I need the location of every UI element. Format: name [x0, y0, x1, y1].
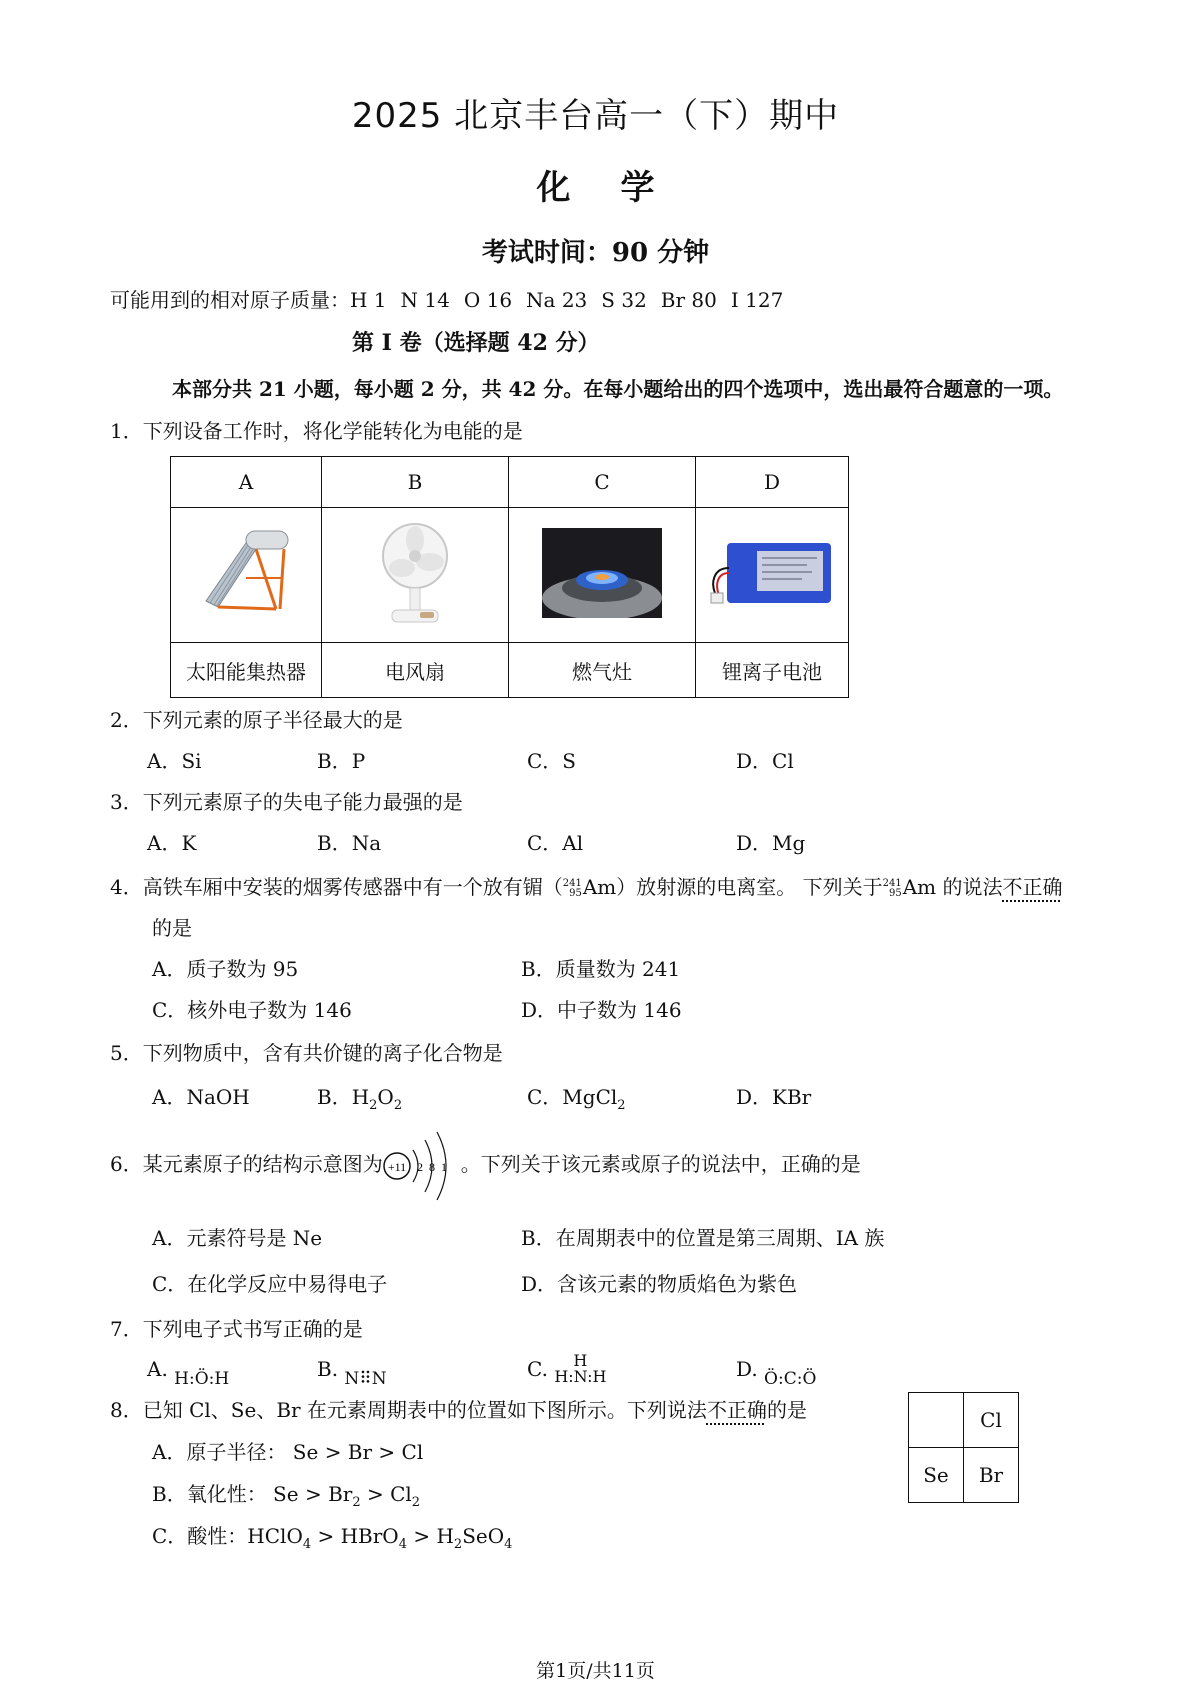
q6-stem-part: 。下列关于该元素或原子的说法中，正确的是 [460, 1152, 861, 1176]
subject-title: 化学 [536, 168, 705, 208]
q4-stem-part: Am）放射源的电离室。 下列关于 [582, 875, 883, 899]
q5b-sub: 2 [393, 1098, 403, 1113]
mass-item: Br 80 [660, 288, 717, 312]
nucleus-charge: +11 [387, 1159, 406, 1174]
q7-stem: 7．下列电子式书写正确的是 [110, 1317, 363, 1341]
am-nuclide-label [883, 879, 902, 899]
q4-option-b[interactable]: B．质量数为 241 [521, 957, 681, 981]
q1-label-c: 燃气灶 [509, 643, 696, 698]
mass-item: Na 23 [526, 288, 588, 312]
q8b-text: B．氧化性： Se > Br [152, 1482, 353, 1506]
mass-item: I 127 [730, 288, 784, 312]
page-title: 2025 北京丰台高一（下）期中 [351, 96, 840, 136]
q1-header-c: C [509, 457, 696, 508]
q2-option-d[interactable]: D．Cl [736, 749, 794, 773]
q5b-text: B．H [317, 1085, 370, 1109]
q8b-sub: 2 [352, 1495, 361, 1510]
q7c-formula-block [554, 1353, 606, 1385]
q4-option-a[interactable]: A．质子数为 95 [152, 957, 299, 981]
q8c-sub: 4 [398, 1537, 407, 1552]
q8-stem-part: 的是 [766, 1398, 807, 1422]
q8-option-c[interactable] [152, 1524, 512, 1557]
q5c-sub: 2 [617, 1098, 626, 1113]
q4-stem-part: 4．高铁车厢中安装的烟雾传感器中有一个放有镅（ [110, 875, 563, 899]
q8c-text: C．酸性：HClO [152, 1524, 303, 1548]
empty-cell [909, 1393, 964, 1448]
q3-option-c[interactable]: C．Al [527, 831, 584, 855]
section-title: 第 I 卷（选择题 42 分） [352, 330, 600, 356]
q2-option-a[interactable]: A．Si [147, 749, 202, 773]
q7c-top: H [573, 1351, 588, 1370]
mass-number: 241 [882, 877, 902, 889]
electric-fan-image [322, 508, 509, 643]
q7-label: C. [527, 1357, 548, 1381]
q8c-text: > H [406, 1524, 454, 1548]
am-nuclide-label [563, 879, 582, 899]
mass-item: H 1 [350, 288, 387, 312]
atomic-mass-line [110, 288, 797, 312]
gas-stove-image [509, 508, 696, 643]
q3-option-b[interactable]: B．Na [317, 831, 382, 855]
section-instruction: 本部分共 21 小题，每小题 2 分，共 42 分。在每小题给出的四个选项中，选出最符合题意的一项。 [172, 377, 1064, 401]
q8-option-a[interactable]: A．原子半径： Se > Br > Cl [152, 1440, 424, 1464]
q7-label: D. [736, 1357, 758, 1381]
q3-option-d[interactable]: D．Mg [736, 831, 806, 855]
q8b-sub: 2 [411, 1495, 421, 1510]
q6-option-d[interactable]: D．含该元素的物质焰色为紫色 [521, 1272, 798, 1296]
q1-header-b: B [322, 457, 509, 508]
q6-option-b[interactable]: B．在周期表中的位置是第三周期、IA 族 [521, 1226, 885, 1250]
q5-option-b[interactable] [317, 1085, 402, 1118]
q5-option-a[interactable]: A．NaOH [152, 1085, 250, 1109]
mass-item: N 14 [400, 288, 450, 312]
q3-stem: 3．下列元素原子的失电子能力最强的是 [110, 790, 463, 814]
q7d-formula: Ö:C:Ö [764, 1369, 817, 1389]
q1-label-a: 太阳能集热器 [171, 643, 322, 698]
q2-option-b[interactable]: B．P [317, 749, 366, 773]
li-battery-image [696, 508, 849, 643]
q5-option-d[interactable]: D．KBr [736, 1085, 812, 1109]
cell-se: Se [909, 1448, 964, 1503]
q5b-text: O [377, 1085, 394, 1109]
q8c-sub: 4 [504, 1537, 513, 1552]
q8c-text: SeO [462, 1524, 505, 1548]
q7-label: B. [317, 1357, 339, 1381]
q6-stem [110, 1152, 861, 1178]
shell-count: 1 [440, 1159, 447, 1174]
q6-option-a[interactable]: A．元素符号是 Ne [152, 1226, 323, 1250]
q1-label-d: 锂离子电池 [696, 643, 849, 698]
q7-option-c[interactable] [527, 1351, 607, 1389]
atomic-number: 95 [888, 887, 902, 899]
q4-option-d[interactable]: D．中子数为 146 [521, 998, 682, 1022]
q6-stem-part: 6．某元素原子的结构示意图为 [110, 1152, 383, 1176]
q8-stem [110, 1398, 807, 1422]
atom-structure-diagram [383, 1154, 461, 1178]
q8-stem-part: 8．已知 Cl、Se、Br 在元素周期表中的位置如下图所示。下列说法 [110, 1398, 707, 1422]
q5b-sub: 2 [369, 1098, 378, 1113]
q1-header-a: A [171, 457, 322, 508]
atomic-number: 95 [569, 887, 582, 899]
shell-count: 2 [416, 1159, 423, 1174]
page-footer: 第1页/共11页 [536, 1660, 655, 1682]
mass-number: 241 [562, 877, 582, 889]
cell-cl: Cl [964, 1393, 1019, 1448]
q7-label: A. [147, 1357, 168, 1381]
q8b-text: > Cl [360, 1482, 412, 1506]
q7c-formula: H:N:H [554, 1367, 607, 1386]
q1-label-b: 电风扇 [322, 643, 509, 698]
q3-option-a[interactable]: A．K [147, 831, 197, 855]
q5c-text: C．MgCl [527, 1085, 618, 1109]
periodic-table-fragment [908, 1392, 1019, 1503]
q1-header-d: D [696, 457, 849, 508]
q8-emphasis: 不正确 [706, 1398, 767, 1422]
q4-stem-part: Am 的说法 [902, 875, 1003, 899]
atomic-mass-label: 可能用到的相对原子质量： [110, 288, 350, 312]
q8c-sub: 4 [302, 1537, 312, 1552]
q7a-formula: H:Ö:H [174, 1369, 230, 1389]
q2-stem: 2．下列元素的原子半径最大的是 [110, 708, 403, 732]
q6-option-c[interactable]: C．在化学反应中易得电子 [152, 1272, 388, 1296]
q8c-text: > HBrO [311, 1524, 399, 1548]
q7-option-d[interactable] [736, 1357, 817, 1389]
q7-option-b[interactable] [317, 1357, 387, 1389]
q4-option-c[interactable]: C．核外电子数为 146 [152, 998, 352, 1022]
exam-time: 考试时间：90 分钟 [481, 238, 710, 268]
mass-item: O 16 [463, 288, 513, 312]
solar-heater-image [171, 508, 322, 643]
q1-table [170, 456, 849, 698]
q8-option-b[interactable] [152, 1482, 420, 1515]
q5-option-c[interactable] [527, 1085, 626, 1118]
q4-stem [110, 875, 1062, 899]
mass-item: S 32 [601, 288, 647, 312]
q5-stem: 5．下列物质中，含有共价键的离子化合物是 [110, 1041, 503, 1065]
q2-option-c[interactable]: C．S [527, 749, 577, 773]
q8c-sub: 2 [453, 1537, 463, 1552]
q4-stem-end: 的是 [152, 916, 192, 940]
q7b-formula: N⠿N [344, 1369, 387, 1389]
cell-br: Br [964, 1448, 1019, 1503]
q4-emphasis: 不正确 [1002, 875, 1063, 899]
shell-count: 8 [428, 1159, 435, 1174]
q1-stem: 1．下列设备工作时，将化学能转化为电能的是 [110, 419, 523, 443]
q7-option-a[interactable] [147, 1357, 230, 1389]
